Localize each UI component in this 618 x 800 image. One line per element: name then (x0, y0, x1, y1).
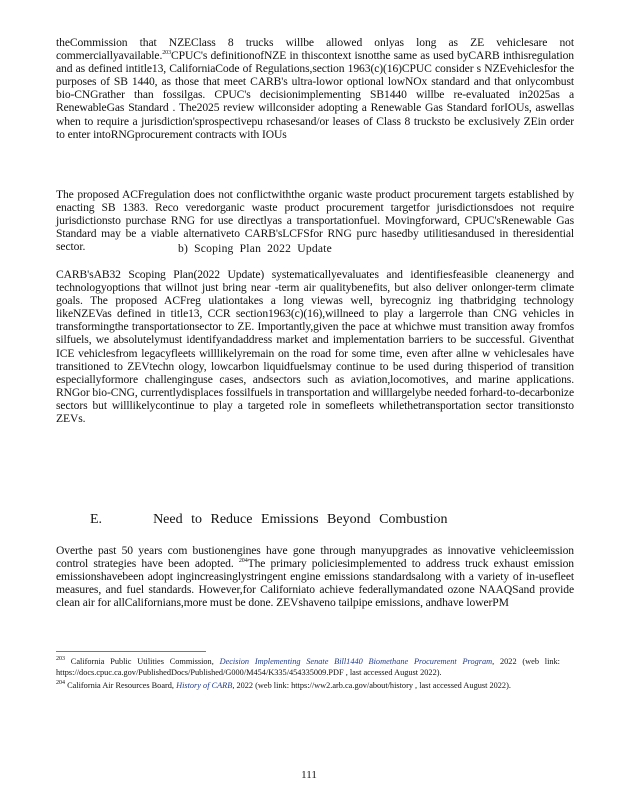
footnote-title-link[interactable]: History of CARB (176, 681, 233, 690)
section-heading (90, 512, 448, 528)
footnote-number: 203 (56, 656, 65, 663)
paragraph-text: CARB'sAB32 Scoping Plan(2022 Update) systematicallyevaluates and identifiesfeasible cleanenergy and technologyoptions that willnot just bring near -term air qualitybenefits, but also deliver onlonger-term climate goals. The proposed ACFreg ulationtakes a long viewas well, byrecogniz ing thatbridging technology likeNZEVas defined in title13, CCR section1963(c)(16),willneed to play a largerrole than CNG vehicles in transformingthe transportationsector to ZE. Importantly,given the pace at whichwe must transition away fromfos silfuels, we absolutelymust identifyandaddress market and implementation barriers to be successful. Giventhat ICE vehiclesfrom legacyfleets willlikelyremain on the road for some time, even after allne w vehiclesales have transitioned to ZEVtechn ology, lowcarbon liquidfuelsmay continue to be used during thisperiod of transition especiallyformore challenginguse cases, andsectors such as aviation,locomotives, and marine applications. RNGor bio-CNG, currentlydisplaces fossilfuels in transportation and willlargelybe needed forhard-to-decarbonize sectors but willlikelycontinue to play a targeted role in somefleets whilethetransportation sector transitionsto ZEVs. (56, 268, 574, 426)
footnote-divider (56, 651, 206, 652)
paragraph-text: Overthe past 50 years com bustionengines have gone through manyupgrades as innovative vehicleemission control strategies have been adopted. (56, 544, 574, 571)
footnote-number: 204 (56, 680, 65, 687)
footnote-org: California Air Resources Board, (67, 681, 174, 690)
footnotes (56, 656, 560, 693)
footnote-title-link[interactable]: Decision Implementing Senate Bill1440 Biomethane Procurement Program (219, 657, 493, 666)
footnote (56, 680, 560, 691)
page-number: 111 (301, 769, 317, 781)
footnote-citation: , 2022 (web link: https://docs.cpuc.ca.gov/PublishedDocs/Published/G000/M454/K335/454335009.PDF , last accessed August 2022). (56, 657, 560, 677)
footnote-citation: , 2022 (web link: https://ww2.arb.ca.gov/about/history , last accessed August 2022). (232, 681, 511, 690)
subsection-heading: b) Scoping Plan 2022 Update (178, 242, 332, 255)
footnote (56, 656, 560, 678)
paragraph-nze-trucks (56, 36, 574, 141)
section-letter: E. (90, 512, 103, 527)
paragraph-scoping-plan (56, 268, 574, 425)
footnote-ref[interactable]: 203 (162, 50, 171, 57)
paragraph-text: The primary policiesimplemented to address truck exhaust emission emissionshavebeen adopt ingincreasinglystringent engine emissions standardsalong with a variety of in-usefleet measures, and fuel standards. However,for Californiato achieve federallymandated ozone NAAQSand provide clean air for allCalifornians,more must be done. ZEVshaveno tailpipe emissions, andhave lowerPM (56, 557, 574, 610)
paragraph-text: CPUC's definitionofNZE in thiscontext isnotthe same as used byCARB inthisregulation and as defined intitle13, CaliforniaCode of Regulations,section 1963(c)(16)CPUC consider s NZEvehiclesfor the purposes of SB 1440, as those that meet CARB's ultra-lowor optional lowNOx standard and that onlycombust bio-CNGrather than fossilgas. CPUC's decisionimplementing SB1440 willbe re-evaluated in2025as a RenewableGas Standard . The2025 review willconsider adopting a Renewable Gas Standard forIOUs, aswellas when to require a jurisdiction'sprospectivepu rchasesand/or leases of Class 8 trucksto be exclusively ZEin order to enter intoRNGprocurement contracts with IOUs (56, 49, 574, 141)
section-title: Need to Reduce Emissions Beyond Combustion (153, 512, 448, 527)
footnote-org: California Public Utilities Commission, (70, 657, 214, 666)
paragraph-text: theCommission that NZEClass 8 trucks willbe allowed onlyas long as ZE vehiclesare not commerciallyavailable. (56, 36, 574, 63)
footnote-ref[interactable]: 204 (238, 558, 248, 565)
paragraph-text: The proposed ACFregulation does not conflictwiththe organic waste product procurement targets established by enacting SB 1383. Reco veredorganic waste product procurement targetfor jurisdictionsdoes not require jurisdictionsto purchase RNG for use directlyas a transportationfuel. Movingforward, CPUC'sRenewable Gas Standard may be a viable alternativeto CARB'sLCFSfor RNG purc hasedby utilitiesandused in theresidential sector. (56, 188, 574, 254)
paragraph-beyond-combustion (56, 544, 574, 609)
